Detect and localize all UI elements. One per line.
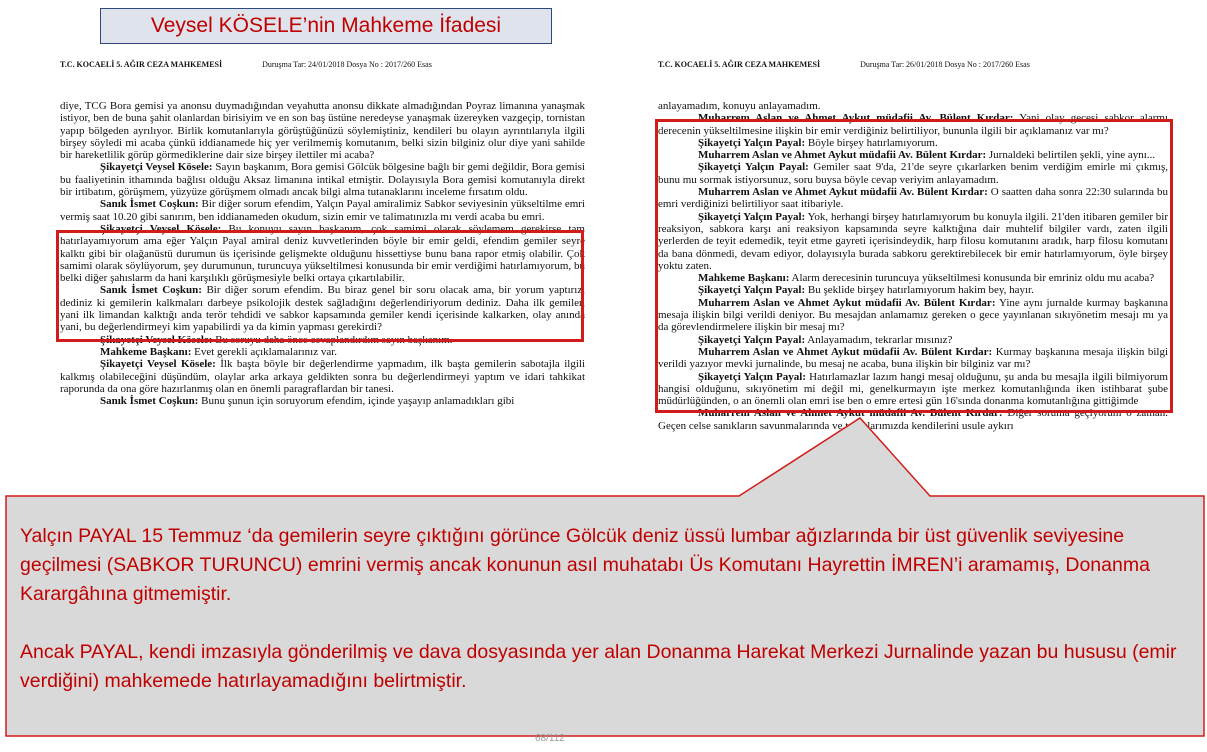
statement-text: Bu konuyu sayın başkanım, çok samimi olarak söylemem gerekirse tam hatırlayamıyorum ama eğer Yalçın Payal amiral deniz kuvvetlerinden böyle bir emir geldi, efendim gemiler seyre kalktı gibi bir olağanüstü durumun üs içerisinde gelişmekte olduğunu hissettiyse bunu bana rapor etmiş olabilir. Çok samimi olarak söylüyorum, şey durumunun, turuncuya yükseltilmesi konusunda bir emir verdiğimi hatırlamıyorum, bu belki diğer şahıslarm da hani karşılıklı görüşmesiyle belki ortaya çıkartılabilir.	[60, 222, 585, 285]
callout-text	[20, 522, 1190, 696]
statement-text: İlk başta böyle bir değerlendirme yapmadım, ilk başta gemilerin sabotajla ilgili kalkmış olabileceğini düşündüm, olaylar arka arkaya geldikten sonra bu değerlendirmeyi yaptım ve idari tahkikat raporunda da ona göre hazırlanmış olan en önemli paragraflardan bir tanesi.	[60, 358, 586, 395]
speaker-name: Şikayetçi Veysel Kösele:	[100, 161, 213, 174]
speaker-name: Şikayetçi Yalçın Payal:	[698, 370, 806, 383]
speaker-name: Şikayetçi Yalçın Payal:	[698, 210, 806, 223]
statement-text: Gemiler saat 9'da, 21'de seyre çıkarlarken benim verdiğim emirle mi çıkmış, bunu mu sormak istiyorsunuz, soru buysa böyle cevap veriyim anlayamadım.	[658, 161, 1168, 186]
left-hearing-info: Duruşma Tar: 24/01/2018 Dosya No : 2017/260 Esas	[262, 60, 432, 69]
statement-text: Bu soruyu daha önce cevaplandırdım sayın başkanım.	[212, 333, 453, 346]
speaker-name: Sanık İsmet Coşkun:	[100, 395, 199, 408]
statement-text: Bir diğer sorum efendim, Yalçın Payal amiralimiz Sabkor seviyesinin yükseltilme emri vermiş saat 10.20 gibi sanırım, ben iddianameden okudum, sizin emir ve talimatınızla mı verdi acaba bu emri.	[60, 198, 585, 223]
left-court-name: T.C. KOCAELİ 5. AĞIR CEZA MAHKEMESİ	[60, 60, 223, 69]
statement-text: Diğer soruma geçiyorum o zaman. Geçen celse sanıkların savunmalarında ve tanıklarımızda kendilerini usule aykırı	[658, 407, 1169, 432]
statement-text: anlayamadım, konuyu anlayamadım.	[658, 100, 821, 112]
statement-text: Yani olay gecesi sabkor alarmı derecenin yükseltilmesine ilişkin bir emir verdiğiniz belirtiliyor, bununla ilgili bir açıklamanız var mı?	[658, 112, 1169, 137]
speaker-name: Sanık İsmet Coşkun:	[100, 284, 202, 297]
speaker-name: Muharrem Aslan ve Ahmet Aykut müdafii Av. Bülent Kırdar:	[698, 407, 1003, 420]
right-hearing-info: Duruşma Tar: 26/01/2018 Dosya No : 2017/260 Esas	[860, 60, 1030, 69]
right-court-name: T.C. KOCAELİ 5. AĞIR CEZA MAHKEMESİ	[658, 60, 821, 69]
speaker-name: Şikayetçi Veysel Kösele:	[100, 222, 222, 235]
speaker-name: Muharrem Aslan ve Ahmet Aykut müdafii Av. Bülent Kırdar:	[698, 149, 987, 162]
speaker-name: Şikayetçi Yalçın Payal:	[698, 136, 806, 149]
slide-title: Veysel KÖSELE’nin Mahkeme İfadesi	[100, 8, 552, 44]
statement-text: Jurnaldeki belirtilen şekli, yine aynı...	[986, 149, 1156, 162]
speaker-name: Mahkeme Başkanı:	[100, 345, 192, 358]
statement-text: Alarm derecesinin turuncuya yükseltilmesi konusunda bir emriniz oldu mu acaba?	[789, 272, 1155, 285]
statement-text: Kurmay başkanına mesaja ilişkin bilgi verildi yazıyor mevki jurnalinde, bu mesaj ne acaba, buna ilişkin bir bilginiz var mı?	[658, 345, 1168, 371]
callout-paragraph-2: Ancak PAYAL, kendi imzasıyla gönderilmiş ve dava dosyasında yer alan Donanma Harekat Merkezi Jurnalinde yazan bu hususu (emir verdiğini) mahkemede hatırlayamadığını belirtmiştir.	[20, 641, 1177, 692]
callout-paragraph-1: Yalçın PAYAL 15 Temmuz ‘da gemilerin seyre çıktığını görünce Gölcük deniz üssü lumbar ağızlarında bir üst güvenlik seviyesine geçilmesi (SABKOR TURUNCU) emrini vermiş ancak konunun asıl muhatabı Üs Komutanı Hayrettin İMREN’i aramamış, Donanma Karargâhına gitmemiştir.	[20, 525, 1150, 605]
statement-text: Anlayamadım, tekrarlar mısınız?	[805, 333, 953, 346]
page-number: 68/112	[535, 733, 565, 744]
speaker-name: Sanık İsmet Coşkun:	[100, 198, 199, 211]
statement-text: Yok, herhangi birşey hatırlamıyorum bu konuyla ilgili. 21'den itibaren gemiler bir reaksiyon, sabkora karşı ani reaksiyon kapsamında seyre kalktığına dair muhtelif bilgiler vardı, zaten ilgili yerlerden de teyit edemedik, teyit etme gayreti içerisindeydik, harp filosu komutanını aradık, harp filosu komutanı da bana dönmedi, devam ediyor, dolayısıyla burada sabkoru gerektirebilecek bir emir hatırlamıyorum, öyle birşey yoktu zaten.	[658, 210, 1168, 272]
speaker-name: Muharrem Aslan ve Ahmet Aykut müdafii Av. Bülent Kırdar:	[698, 112, 1014, 125]
statement-text: Bir diğer sorum efendim. Bu biraz genel bir soru olacak ama, bir yorum yaptırız, dediniz ki gemilerin kalkmaları darbeye psikolojik destek sağladığını değerlendiriyorum dediniz. Daha ilk gemiler, yani ilk limandan kalktığı anda terör tehdidi ve sabkor kapsamında gemiler kendi içerisinde kalkarken, olay anında yani, bu değerlendirmeyi kim yapabilirdi ya da kimin yapması gerekirdi?	[60, 284, 585, 334]
statement-text: Böyle birşey hatırlamıyorum.	[805, 136, 938, 149]
speaker-name: Mahkeme Başkanı:	[698, 272, 790, 285]
statement-text: Bunu şunun için soruyorum efendim, içinde yaşayıp anlamadıkları gibi	[198, 395, 515, 408]
statement-text: Hatırlamazlar lazım hangi mesaj olduğunu, şu anda bu mesajla ilgili bilmiyorum hangisi olduğunu, sıkıyönetim mi değil mi, genelkurmayın işte merkez komutanlığında iken istihbarat şube müdürlüğünden, o an önemli olan emri ise ben o emre ertesi gün 16'sında donanma komutanlığına gittiğimde	[658, 370, 1168, 408]
statement-text: O saatten daha sonra 22:30 sularında bu emri verdiğinizi belirtiliyor saat itibariyle.	[658, 186, 1169, 211]
statement-text: Evet gerekli açıklamalarınız var.	[191, 345, 338, 358]
speaker-name: Muharrem Aslan ve Ahmet Aykut müdafii Av. Bülent Kırdar:	[698, 345, 993, 358]
statement-text: diye, TCG Bora gemisi ya anonsu duymadığından veyahutta anonsu dikkate almadığından Poyraz limanına yanaşmak istiyor, ben de buna şahit olanlardan birisiyim ve en son baş üstüne neredeyse yanaşmak üzereyken vazgeçip, tornistan yapıp bölgeden ayrılıyor. Birlik komutanlarıyla görüştüğünüzü söylemiştiniz, kendileri bu olayın ayrıntılarıyla ilgili birşey söyledi mi acaba çünkü iddianamede hiç yer verilmemiş komutanım, belki sizin bilginiz olur diye yani sahilde bir hareketlilik görüp görmediklerine dair size birşey ilettiler mi acaba?	[60, 100, 585, 162]
statement-text: Yine aynı jurnalde kurmay başkanına mesaja ilişkin bilgi verildi deniyor. Bu mesajdan anlamamız gereken o gece yayınlanan sıkıyönetim mesajı mı ya da görevlendirmelere ilişkin bir mesaj mı?	[658, 296, 1168, 334]
speaker-name: Şikayetçi Yalçın Payal:	[698, 284, 806, 297]
speaker-name: Şikayetçi Veysel Kösele:	[100, 358, 216, 371]
speaker-name: Muharrem Aslan ve Ahmet Aykut müdafii Av. Bülent Kırdar:	[698, 296, 996, 309]
statement-text: Sayın başkanım, Bora gemisi Gölcük bölgesine bağlı bir gemi değildir, Bora gemisi bu faaliyetinin ithamında bağlısı olduğu Aksaz limanına intikal etmiştir. Dolayısıyla Bora gemisi komutanıyla direkt bir irtibatım, görüşmem, yüzyüze görüşmem olmadı ancak bilgi alma tutanaklarını inceleme fırsatım oldu.	[60, 161, 585, 199]
speaker-name: Muharrem Aslan ve Ahmet Aykut müdafii Av. Bülent Kırdar:	[698, 186, 988, 199]
speaker-name: Şikayetçi Yalçın Payal:	[698, 333, 806, 346]
speaker-name: Şikayetçi Yalçın Payal:	[698, 161, 809, 174]
statement-text: Bu şeklide birşey hatırlamıyorum hakim bey, hayır.	[805, 284, 1034, 297]
speaker-name: Şikayetçi Veysel Kösele:	[100, 333, 213, 346]
